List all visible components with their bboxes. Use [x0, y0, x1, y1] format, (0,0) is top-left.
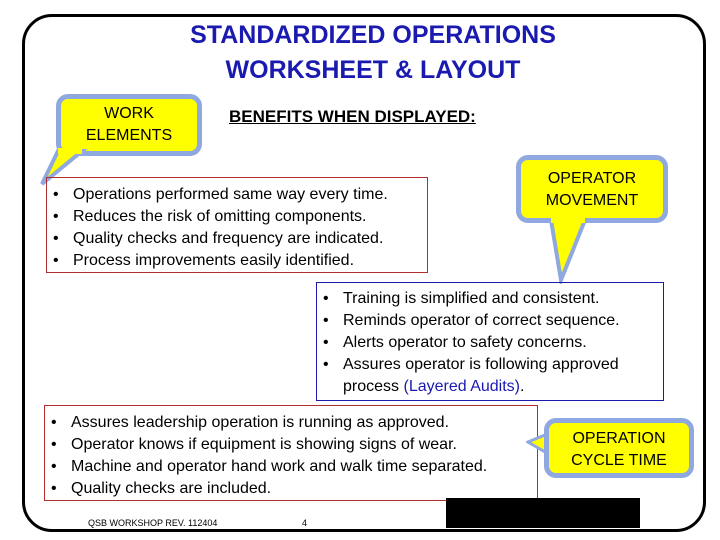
operator-movement-item	[317, 354, 663, 398]
title-line-1: STANDARDIZED OPERATIONS	[190, 21, 556, 49]
cycle-time-item: • Machine and operator hand work and walk time separated.	[45, 456, 537, 478]
title-line-2: WORKSHEET & LAYOUT	[225, 56, 521, 84]
cycle-time-box	[44, 405, 538, 501]
footer-black-bar	[446, 498, 640, 528]
operator-movement-item: • Alerts operator to safety concerns.	[317, 332, 663, 354]
cycle-time-callout	[544, 418, 694, 478]
layered-audits-text: (Layered Audits)	[403, 378, 520, 395]
operator-movement-label: OPERATOR MOVEMENT	[545, 170, 639, 209]
cycle-time-label: OPERATION CYCLE TIME	[571, 430, 667, 469]
benefits-heading: BENEFITS WHEN DISPLAYED:	[229, 107, 476, 126]
cycle-time-item: • Quality checks are included.	[45, 478, 537, 500]
work-elements-item: • Reduces the risk of omitting components.	[47, 206, 427, 228]
operator-movement-box	[316, 282, 664, 401]
work-elements-item: • Operations performed same way every time.	[47, 184, 427, 206]
work-elements-item: • Quality checks and frequency are indicated.	[47, 228, 427, 250]
work-elements-item: • Process improvements easily identified.	[47, 250, 427, 272]
footer-workshop: QSB WORKSHOP REV. 112404	[88, 518, 218, 528]
work-elements-callout	[56, 94, 202, 156]
page-number: 4	[302, 518, 308, 528]
cycle-time-item: • Assures leadership operation is running as approved.	[45, 412, 537, 434]
operator-movement-callout-tail	[545, 216, 600, 284]
work-elements-box	[46, 177, 428, 273]
work-elements-label: WORK ELEMENTS	[85, 105, 173, 144]
operator-movement-item: • Training is simplified and consistent.	[317, 288, 663, 310]
layered-audits-suffix: .	[520, 378, 525, 395]
cycle-time-item: • Operator knows if equipment is showing signs of wear.	[45, 434, 537, 456]
operator-movement-callout	[516, 155, 668, 223]
operator-movement-item-text: Assures operator is following approved process	[343, 356, 619, 395]
operator-movement-item: • Reminds operator of correct sequence.	[317, 310, 663, 332]
